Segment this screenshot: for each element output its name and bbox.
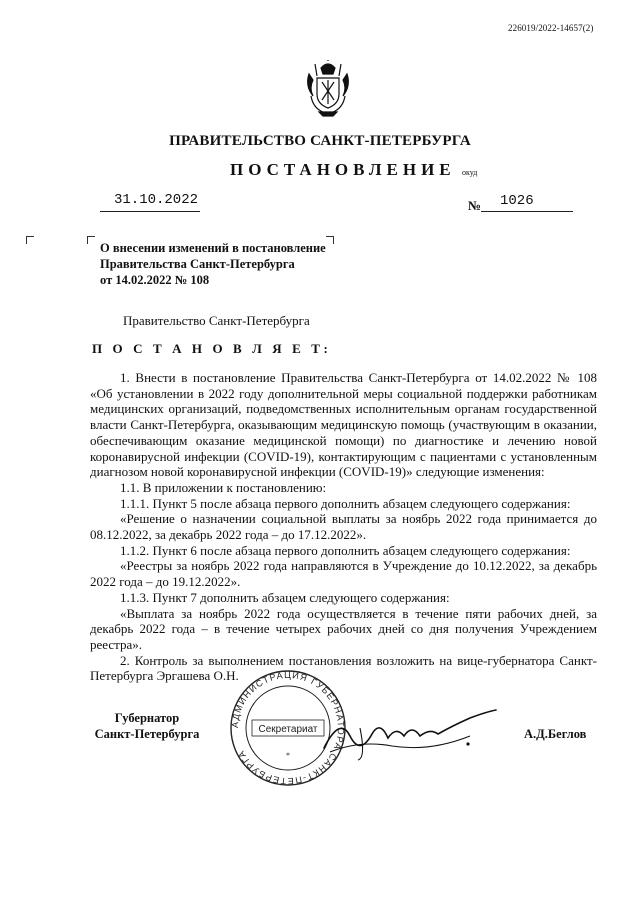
number-underline bbox=[481, 211, 573, 212]
document-body bbox=[90, 370, 597, 684]
subject-line: Правительства Санкт-Петербурга bbox=[100, 257, 295, 271]
paragraph: «Решение о назначении социальной выплаты за ноябрь 2022 года принимается до 08.12.2022, за декабрь 2022 года – до 17.12.2022». bbox=[90, 511, 597, 543]
signatory-position bbox=[92, 710, 202, 742]
paragraph: 1.1.1. Пункт 5 после абзаца первого дополнить абзацем следующего содержания: bbox=[120, 495, 571, 511]
document-date: 31.10.2022 bbox=[114, 192, 199, 208]
okud-label: окуд bbox=[462, 168, 478, 177]
corner-mark bbox=[26, 236, 34, 244]
position-line: Губернатор bbox=[114, 711, 180, 725]
stamp-star: * bbox=[286, 751, 290, 760]
handwritten-signature bbox=[320, 706, 500, 762]
number-label: № bbox=[468, 198, 482, 213]
corner-mark bbox=[326, 236, 334, 244]
corner-mark bbox=[87, 236, 95, 244]
document-subject bbox=[100, 240, 326, 288]
government-title: ПРАВИТЕЛЬСТВО САНКТ-ПЕТЕРБУРГА bbox=[169, 133, 471, 149]
stamp-outer-text: АДМИНИСТРАЦИЯ ГУБЕРНАТОРА САНКТ-ПЕТЕРБУРГА bbox=[229, 669, 347, 787]
stamp-inner-text: Секретариат bbox=[258, 724, 318, 735]
paragraph: 1.1. В приложении к постановлению: bbox=[120, 479, 327, 495]
document-type: ПОСТАНОВЛЕНИЕ bbox=[230, 160, 456, 179]
paragraph: 1. Внести в постановление Правительства Санкт-Петербурга от 14.02.2022 № 108 «Об установлении в 2022 году дополнительной меры социальной поддержки работникам медицинских организаций, подведомственных исполнительным органам государственной власти Санкт-Петербурга, оказывающим медицинскую помощь (участвующим в оказании, обеспечивающим оказание медицинской помощи) по диагностике и лечению новой коронавирусной инфекции (COVID-19), контактирующим с пациентами с установленным диагнозом новой коронавирусной инфекции (COVID-19)» следующие изменения: bbox=[90, 370, 597, 480]
paragraph: «Реестры за ноябрь 2022 года направляются в Учреждение до 10.12.2022, за декабрь 2022 года – до 19.12.2022». bbox=[90, 558, 597, 590]
paragraph: 1.1.3. Пункт 7 дополнить абзацем следующего содержания: bbox=[120, 589, 450, 605]
decrees-heading: П О С Т А Н О В Л Я Е Т: bbox=[92, 341, 332, 356]
issuer-name: Правительство Санкт-Петербурга bbox=[123, 313, 310, 328]
document-number-value: 1026 bbox=[500, 193, 534, 209]
position-line: Санкт-Петербурга bbox=[94, 727, 200, 741]
coat-of-arms-icon bbox=[303, 60, 353, 118]
signatory-name: А.Д.Беглов bbox=[524, 727, 587, 741]
date-underline bbox=[100, 211, 200, 212]
subject-line: от 14.02.2022 № 108 bbox=[100, 273, 210, 287]
paragraph: 1.1.2. Пункт 6 после абзаца первого дополнить абзацем следующего содержания: bbox=[120, 542, 571, 558]
document-number: 226019/2022-14657(2) bbox=[508, 23, 594, 33]
paragraph: «Выплата за ноябрь 2022 года осуществляется в течение пяти рабочих дней, за декабрь 2022 года – в течение четырех рабочих дней со дня получения Учреждением реестра». bbox=[90, 605, 597, 652]
subject-line: О внесении изменений в постановление bbox=[100, 241, 326, 255]
paragraph: 2. Контроль за выполнением постановления возложить на вице-губернатора Санкт-Петербурга Эргашева О.Н. bbox=[90, 652, 597, 684]
